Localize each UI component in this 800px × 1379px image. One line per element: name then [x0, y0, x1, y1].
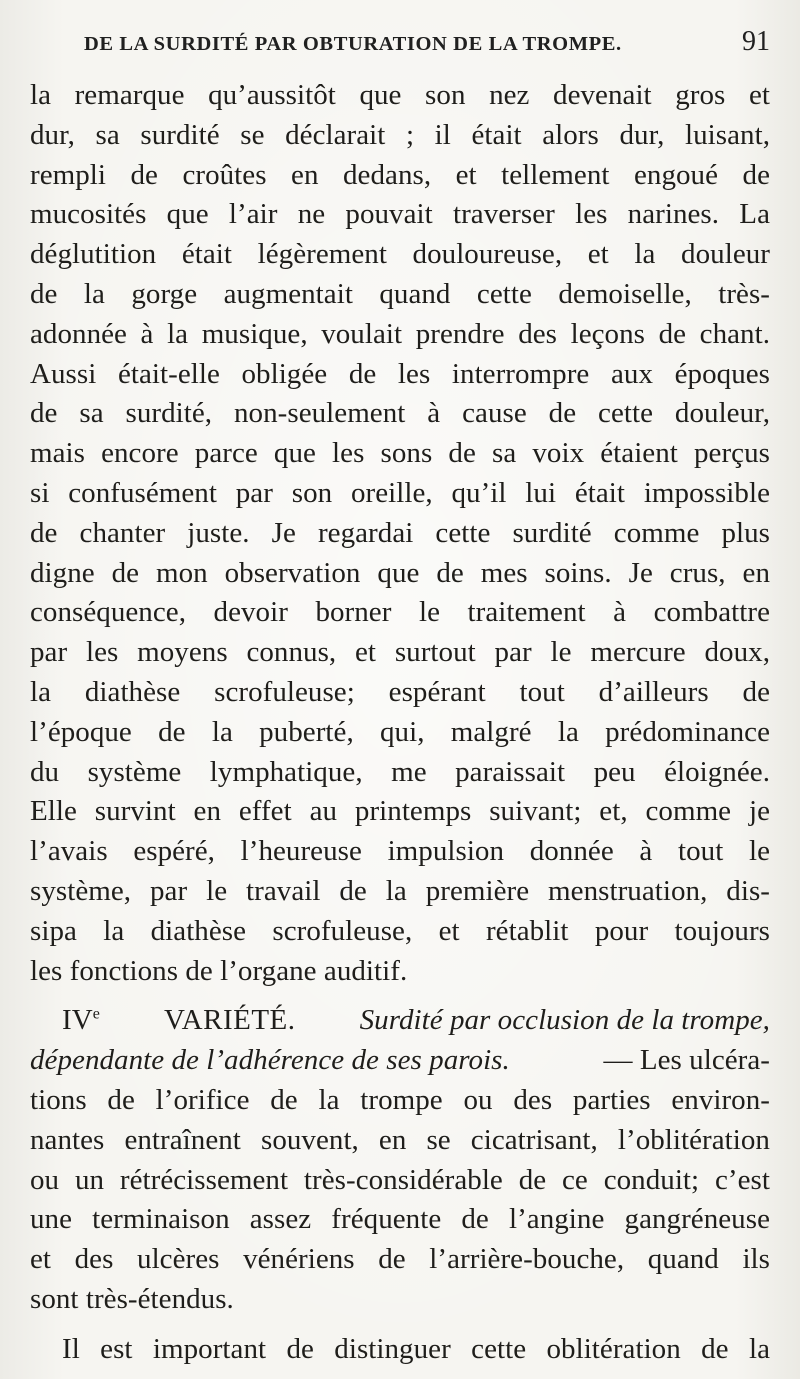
- text-line: Il est important de distinguer cette oblitération de la: [62, 1332, 770, 1365]
- text-line: et des ulcères vénériens de l’arrière-bouche, quand ils: [30, 1243, 770, 1276]
- section-label: VARIÉTÉ.: [163, 1004, 296, 1037]
- section-title-line-1: Surdité par occlusion de la trompe,: [359, 1004, 770, 1037]
- section-iv: [30, 1001, 770, 1319]
- paragraph-gap: [30, 991, 770, 1001]
- text-line: la diathèse scrofuleuse; espérant tout d’ailleurs de: [30, 675, 770, 708]
- paragraph-1: [30, 76, 770, 991]
- text-line: dur, sa surdité se déclarait ; il était alors dur, luisant,: [30, 118, 770, 151]
- text-line: l’avais espéré, l’heureuse impulsion donnée à tout le: [30, 835, 770, 868]
- text-line: conséquence, devoir borner le traitement à combattre: [30, 596, 770, 629]
- section-numeral-superscript: e: [92, 1005, 100, 1023]
- paragraph-gap: [30, 1320, 770, 1330]
- text-line: de sa surdité, non-seulement à cause de cette douleur,: [30, 397, 770, 430]
- text-line: tions de l’orifice de la trompe ou des parties environ-: [30, 1083, 770, 1116]
- section-title-line-2: dépendante de l’adhérence de ses parois.: [30, 1044, 510, 1077]
- section-number: [62, 1001, 100, 1041]
- text-line: la remarque qu’aussitôt que son nez devenait gros et: [30, 79, 770, 111]
- section-numeral: IV: [62, 1004, 93, 1037]
- paragraph-3: [30, 1330, 770, 1370]
- text-line: système, par le travail de la première menstruation, dis-: [30, 874, 770, 907]
- text-line: mais encore parce que les sons de sa voix étaient perçus: [30, 437, 770, 470]
- text-line: par les moyens connus, et surtout par le mercure doux,: [30, 636, 770, 669]
- text-line: rempli de croûtes en dedans, et tellement engoué de: [30, 158, 770, 191]
- section-dash-text: — Les ulcéra-: [603, 1044, 770, 1077]
- text-line: sont très-étendus.: [30, 1282, 234, 1315]
- text-line: nantes entraînent souvent, en se cicatrisant, l’oblitération: [30, 1123, 770, 1156]
- text-line: une terminaison assez fréquente de l’angine gangréneuse: [30, 1203, 770, 1236]
- section-heading: [62, 1001, 770, 1041]
- text-line: l’époque de la puberté, qui, malgré la prédominance: [30, 715, 770, 748]
- running-title: DE LA SURDITÉ PAR OBTURATION DE LA TROMPE.: [84, 33, 622, 55]
- text-line: digne de mon observation que de mes soins. Je crus, en: [30, 556, 770, 589]
- page-number: 91: [742, 26, 770, 57]
- text-line: ou un rétrécissement très-considérable de ce conduit; c’est: [30, 1163, 770, 1196]
- text-line: du système lymphatique, me paraissait peu éloignée.: [30, 755, 770, 788]
- section-heading-continuation: [30, 1041, 770, 1081]
- text-line: si confusément par son oreille, qu’il lui était impossible: [30, 476, 770, 509]
- text-line: sipa la diathèse scrofuleuse, et rétablit pour toujours: [30, 914, 770, 947]
- section-heading-line-2: [30, 1041, 770, 1081]
- section-heading-line: [30, 1001, 770, 1041]
- running-head: [84, 28, 770, 60]
- text-line: de chanter juste. Je regardai cette surdité comme plus: [30, 516, 770, 549]
- text-line: de la gorge augmentait quand cette demoiselle, très-: [30, 277, 770, 310]
- body-text: [30, 76, 770, 1370]
- text-line: mucosités que l’air ne pouvait traverser les narines. La: [30, 198, 770, 231]
- text-line: les fonctions de l’organe auditif.: [30, 954, 408, 987]
- text-line: Elle survint en effet au printemps suivant; et, comme je: [30, 795, 770, 828]
- text-line: déglutition était légèrement douloureuse, et la douleur: [30, 238, 770, 271]
- text-line: Aussi était-elle obligée de les interrompre aux époques: [30, 357, 770, 390]
- text-line: adonnée à la musique, voulait prendre des leçons de chant.: [30, 317, 770, 350]
